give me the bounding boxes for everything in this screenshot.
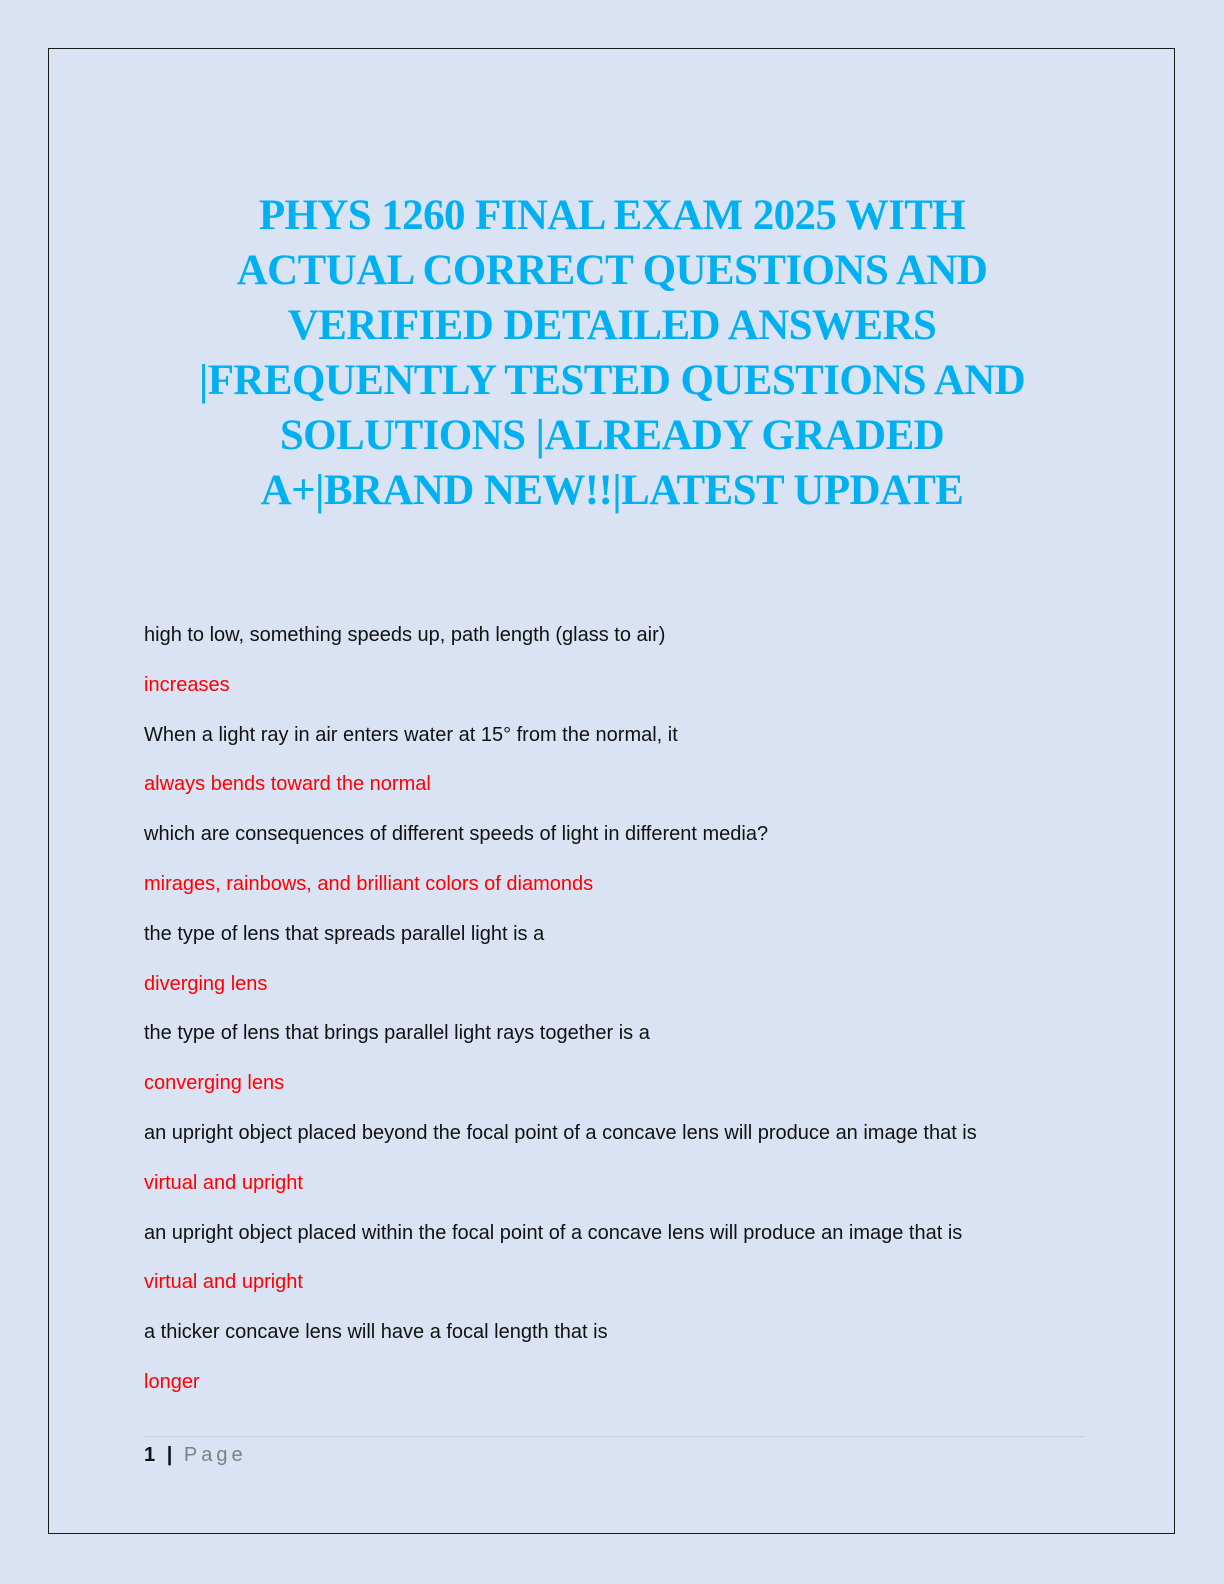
answer-text: longer: [144, 1370, 200, 1393]
question-text: the type of lens that spreads parallel light is a: [144, 922, 545, 945]
page-footer: [144, 1442, 247, 1468]
question-text: an upright object placed beyond the focal point of a concave lens will produce an image that is: [144, 1121, 977, 1144]
document-title: [140, 188, 1084, 518]
answer-text: increases: [144, 673, 230, 696]
title-line: ACTUAL CORRECT QUESTIONS AND: [236, 247, 988, 294]
question-text: an upright object placed within the focal point of a concave lens will produce an image that is: [144, 1221, 963, 1244]
answer-text: converging lens: [144, 1072, 285, 1095]
answer-text: always bends toward the normal: [144, 773, 431, 796]
footer-separator: |: [166, 1444, 173, 1466]
answer-text: virtual and upright: [144, 1271, 303, 1294]
answer-text: mirages, rainbows, and brilliant colors of diamonds: [144, 872, 594, 895]
title-line: PHYS 1260 FINAL EXAM 2025 WITH: [258, 192, 966, 239]
title-line: SOLUTIONS |ALREADY GRADED: [279, 412, 945, 459]
page-label: Page: [183, 1444, 247, 1466]
question-answer-list: [144, 620, 1084, 1417]
question-text: the type of lens that brings parallel light rays together is a: [144, 1022, 650, 1045]
title-line: |FREQUENTLY TESTED QUESTIONS AND: [198, 357, 1026, 404]
question-text: When a light ray in air enters water at 15° from the normal, it: [144, 723, 678, 746]
answer-text: diverging lens: [144, 972, 268, 995]
question-text: a thicker concave lens will have a focal length that is: [144, 1321, 608, 1344]
page-number: 1: [144, 1444, 156, 1466]
question-text: which are consequences of different speeds of light in different media?: [144, 823, 769, 846]
title-line: VERIFIED DETAILED ANSWERS: [287, 302, 937, 349]
title-line: A+|BRAND NEW!!|LATEST UPDATE: [260, 467, 964, 514]
question-text: high to low, something speeds up, path length (glass to air): [144, 624, 666, 646]
answer-text: virtual and upright: [144, 1171, 303, 1194]
footer-divider: [144, 1436, 1084, 1437]
